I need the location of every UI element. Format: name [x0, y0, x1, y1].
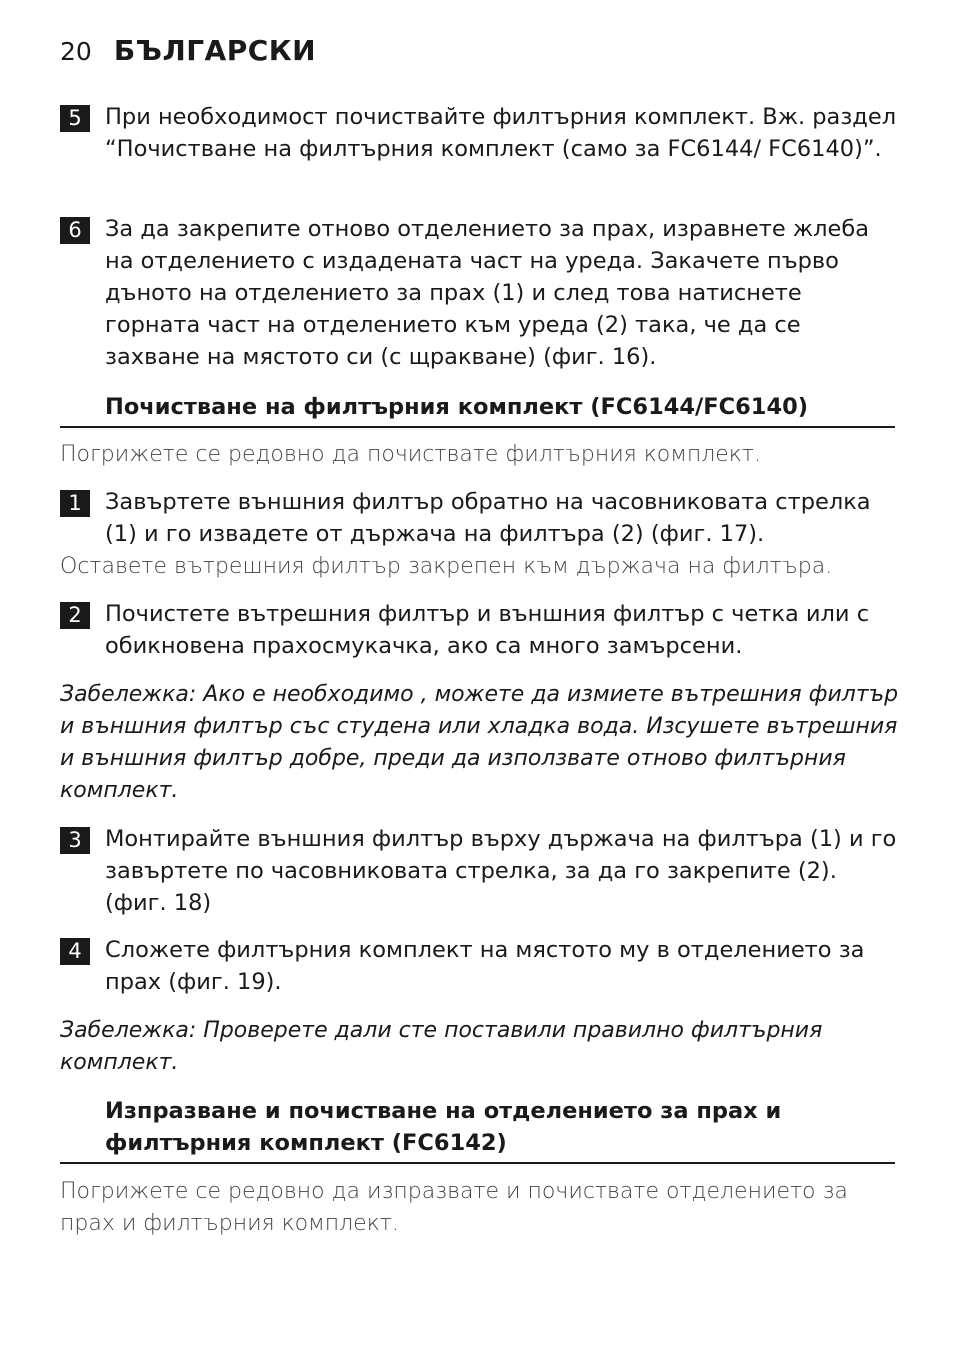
step-number-badge: 6 [60, 217, 90, 244]
step-6 [60, 213, 900, 373]
step-2 [60, 598, 900, 662]
step-1 [60, 486, 900, 550]
step-number-badge: 2 [60, 602, 90, 629]
section-heading: Изпразване и почистване на отделението за прах и филтърния комплект (FC6142) [105, 1098, 782, 1156]
note-check-filter: Забележка: Проверете дали сте поставили правилно филтърния комплект. [60, 1018, 823, 1075]
page-number: 20 [60, 37, 92, 66]
step-text: Сложете филтърния комплект на мястото му в отделението за прах (фиг. 19). [105, 937, 865, 995]
step-text: При необходимост почиствайте филтърния комплект. Вж. раздел “Почистване на филтърния комплект (само за FC6144/ FC6140)”. [105, 104, 897, 162]
section-divider [60, 1162, 895, 1164]
section-intro: Погрижете се редовно да почиствате филтърния комплект. [60, 442, 761, 467]
step-4 [60, 934, 900, 998]
step-text: За да закрепите отново отделението за прах, изравнете жлеба на отделението с издадената част на уреда. Закачете първо дъното на отделението за прах (1) и след това натиснете горната част на отделението към уреда (2) така, че да се захване на мястото си (с щракване) (фиг. 16). [105, 216, 870, 370]
section-intro: Погрижете се редовно да изпразвате и почиствате отделението за прах и филтърния комплект. [60, 1179, 848, 1236]
step-number-badge: 5 [60, 105, 90, 132]
step-text: Почистете вътрешния филтър и външния филтър с четка или с обикновена прахосмукачка, ако са много замърсени. [105, 601, 870, 659]
section-divider [60, 426, 895, 428]
page-header [60, 34, 316, 74]
step-5 [60, 101, 900, 165]
step-3 [60, 823, 900, 919]
section-heading: Почистване на филтърния комплект (FC6144/FC6140) [105, 394, 809, 420]
note-wash-filters: Забележка: Ако е необходимо , можете да измиете вътрешния филтър и външния филтър със студена или хладка вода. Изсушете вътрешния и външния филтър добре, преди да използвате отново филтърния комплект. [60, 682, 899, 803]
step-1-note: Оставете вътрешния филтър закрепен към държача на филтъра. [60, 554, 833, 579]
step-number-badge: 3 [60, 827, 90, 854]
step-text: Монтирайте външния филтър върху държача на филтъра (1) и го завъртете по часовниковата стрелка, за да го закрепите (2). (фиг. 18) [105, 826, 897, 916]
page-language-title: БЪЛГАРСКИ [113, 34, 317, 67]
step-text: Завъртете външния филтър обратно на часовниковата стрелка (1) и го извадете от държача на филтъра (2) (фиг. 17). [105, 489, 871, 547]
step-number-badge: 4 [60, 938, 90, 965]
step-number-badge: 1 [60, 490, 90, 517]
